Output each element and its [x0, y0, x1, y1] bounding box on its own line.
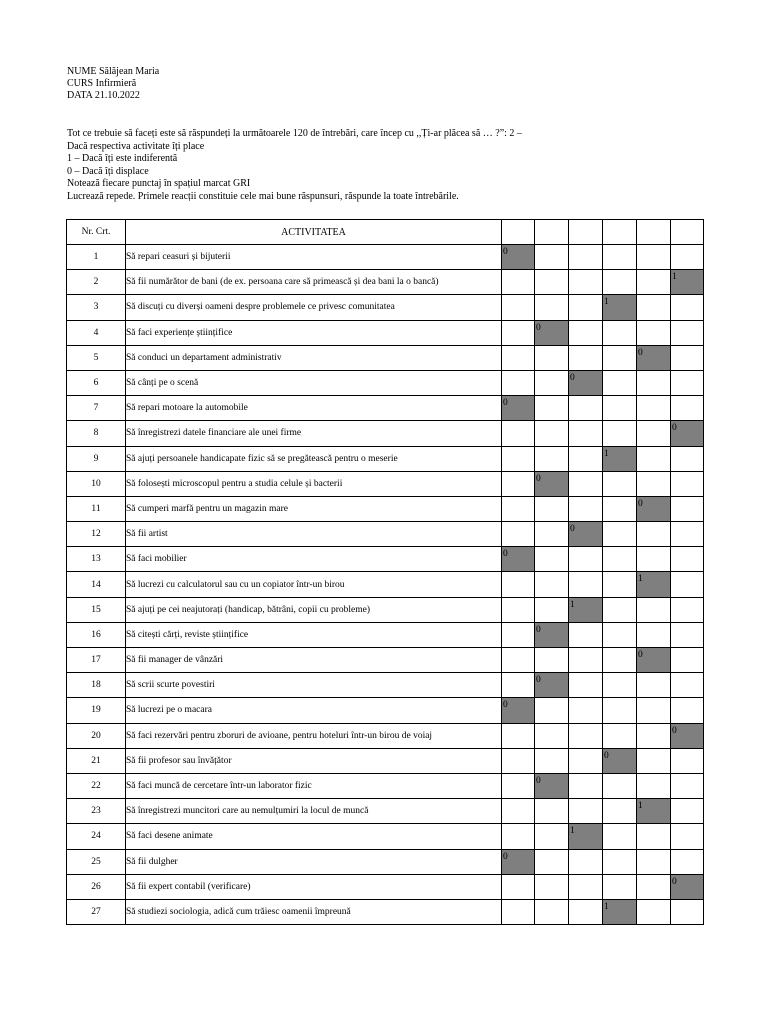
score-cell	[502, 597, 535, 622]
score-cell	[535, 748, 569, 773]
score-cell	[502, 799, 535, 824]
score-value: 0	[570, 524, 575, 535]
activity-text: Să repari motoare la automobile	[126, 396, 502, 421]
score-cell	[671, 345, 704, 370]
score-cell-grey[interactable]	[671, 270, 704, 295]
score-cell	[637, 320, 671, 345]
score-cell	[535, 648, 569, 673]
score-cell	[569, 874, 603, 899]
score-cell	[603, 522, 637, 547]
score-cell-grey[interactable]	[637, 345, 671, 370]
row-number: 7	[67, 396, 126, 421]
score-cell	[535, 874, 569, 899]
score-cell	[535, 245, 569, 270]
table-row	[67, 547, 704, 572]
score-cell	[671, 446, 704, 471]
score-cell	[569, 622, 603, 647]
score-cell-grey[interactable]	[569, 597, 603, 622]
row-number: 24	[67, 824, 126, 849]
score-cell	[535, 446, 569, 471]
score-value: 0	[503, 700, 508, 711]
instruction-line: 1 – Dacă îți este indiferentă	[67, 153, 178, 164]
score-cell-grey[interactable]	[502, 698, 535, 723]
row-number: 16	[67, 622, 126, 647]
score-cell	[637, 522, 671, 547]
score-cell	[502, 648, 535, 673]
table-row	[67, 648, 704, 673]
score-cell	[637, 245, 671, 270]
score-cell	[603, 345, 637, 370]
score-cell-grey[interactable]	[569, 522, 603, 547]
score-cell-grey[interactable]	[535, 673, 569, 698]
score-cell	[671, 547, 704, 572]
score-cell	[569, 345, 603, 370]
score-cell-grey[interactable]	[502, 547, 535, 572]
score-value: 0	[536, 322, 541, 333]
activity-text: Să studiezi sociologia, adică cum trăiesc oamenii împreună	[126, 899, 502, 924]
score-value: 0	[672, 423, 677, 434]
col-nr-header: Nr. Crt.	[67, 220, 126, 245]
score-cell	[637, 849, 671, 874]
score-cell	[535, 597, 569, 622]
score-cell	[637, 421, 671, 446]
score-cell	[502, 572, 535, 597]
score-cell-grey[interactable]	[603, 295, 637, 320]
activity-text: Să faci desene animate	[126, 824, 502, 849]
table-row	[67, 345, 704, 370]
score-cell	[603, 320, 637, 345]
score-col-header	[502, 220, 535, 245]
score-cell	[535, 370, 569, 395]
row-number: 11	[67, 496, 126, 521]
table-row	[67, 396, 704, 421]
table-row	[67, 849, 704, 874]
activity-text: Să fii expert contabil (verificare)	[126, 874, 502, 899]
score-cell	[502, 496, 535, 521]
score-value: 1	[570, 599, 575, 610]
score-value: 0	[638, 650, 643, 660]
score-cell	[637, 698, 671, 723]
score-cell	[637, 899, 671, 924]
score-cell	[603, 396, 637, 421]
row-number: 22	[67, 773, 126, 798]
score-value: 0	[638, 347, 643, 358]
row-number: 1	[67, 245, 126, 270]
score-value: 1	[638, 574, 643, 585]
row-number: 3	[67, 295, 126, 320]
score-cell	[569, 421, 603, 446]
instruction-line: Lucrează repede. Primele reacții constituie cele mai bune răspunsuri, răspunde la toate întrebările.	[67, 190, 459, 202]
score-cell	[535, 723, 569, 748]
score-value: 0	[536, 775, 541, 786]
score-cell	[502, 471, 535, 496]
score-cell	[671, 648, 704, 673]
score-cell	[671, 849, 704, 874]
score-cell	[637, 773, 671, 798]
score-value: 0	[503, 398, 508, 409]
score-value: 0	[570, 372, 575, 383]
score-value: 1	[604, 901, 609, 912]
score-cell	[535, 547, 569, 572]
score-cell-grey[interactable]	[671, 723, 704, 748]
score-cell-grey[interactable]	[603, 899, 637, 924]
score-cell	[569, 295, 603, 320]
activity-text: Să repari ceasuri și bijuterii	[126, 245, 502, 270]
score-col-header	[603, 220, 637, 245]
activity-text: Să citești cărți, reviste științifice	[126, 622, 502, 647]
score-cell	[671, 597, 704, 622]
table-row	[67, 622, 704, 647]
score-col-header	[637, 220, 671, 245]
score-cell-grey[interactable]	[569, 824, 603, 849]
table-row	[67, 597, 704, 622]
score-cell	[502, 673, 535, 698]
score-cell	[569, 799, 603, 824]
score-cell	[671, 245, 704, 270]
score-cell	[569, 496, 603, 521]
score-cell-grey[interactable]	[671, 874, 704, 899]
table-row	[67, 874, 704, 899]
row-number: 26	[67, 874, 126, 899]
score-cell	[569, 698, 603, 723]
activity-text: Să înregistrezi muncitori care au nemulțumiri la locul de muncă	[126, 799, 502, 824]
row-number: 5	[67, 345, 126, 370]
score-cell-grey[interactable]	[671, 421, 704, 446]
score-cell	[535, 496, 569, 521]
score-cell	[603, 673, 637, 698]
score-cell	[671, 572, 704, 597]
score-cell	[502, 773, 535, 798]
score-cell	[569, 245, 603, 270]
table-header-row	[67, 220, 704, 245]
table-row	[67, 245, 704, 270]
score-cell	[502, 824, 535, 849]
instruction-line: Dacă respectiva activitate îți place	[67, 140, 205, 152]
score-cell	[569, 648, 603, 673]
activity-text: Să scrii scurte povestiri	[126, 673, 502, 698]
score-cell	[637, 471, 671, 496]
score-cell	[671, 799, 704, 824]
activity-text: Să folosești microscopul pentru a studia celule și bacterii	[126, 471, 502, 496]
score-cell	[603, 270, 637, 295]
row-number: 23	[67, 799, 126, 824]
score-cell	[603, 370, 637, 395]
score-col-header	[535, 220, 569, 245]
score-cell	[502, 345, 535, 370]
score-cell	[535, 270, 569, 295]
row-number: 8	[67, 421, 126, 446]
score-cell	[671, 471, 704, 496]
score-cell	[671, 673, 704, 698]
instructions	[67, 128, 707, 203]
score-cell-grey[interactable]	[603, 446, 637, 471]
table-row	[67, 899, 704, 924]
score-cell	[603, 773, 637, 798]
activity-text: Să fii numărător de bani (de ex. persoana care să primească și dea bani la o bancă)	[126, 270, 502, 295]
score-cell-grey[interactable]	[637, 799, 671, 824]
score-cell	[535, 522, 569, 547]
score-cell	[502, 622, 535, 647]
score-value: 0	[536, 675, 541, 686]
activity-text: Să lucrezi pe o macara	[126, 698, 502, 723]
score-cell	[569, 572, 603, 597]
table-row	[67, 270, 704, 295]
score-cell	[671, 622, 704, 647]
activity-text: Să ajuți pe cei neajutorați (handicap, bătrâni, copii cu probleme)	[126, 597, 502, 622]
score-cell-grey[interactable]	[502, 245, 535, 270]
row-number: 15	[67, 597, 126, 622]
score-value: 1	[672, 272, 677, 283]
score-cell	[569, 748, 603, 773]
score-cell	[502, 874, 535, 899]
score-value: 0	[503, 549, 508, 560]
score-cell	[535, 345, 569, 370]
row-number: 17	[67, 648, 126, 673]
row-number: 25	[67, 849, 126, 874]
score-cell	[671, 295, 704, 320]
score-value: 0	[638, 498, 643, 509]
score-value: 0	[536, 624, 541, 635]
score-cell	[569, 899, 603, 924]
score-cell	[502, 370, 535, 395]
score-cell	[603, 849, 637, 874]
score-cell	[637, 824, 671, 849]
row-number: 9	[67, 446, 126, 471]
score-col-header	[569, 220, 603, 245]
course-line: CURS Infirmieră	[67, 78, 137, 89]
table-row	[67, 572, 704, 597]
score-cell	[569, 396, 603, 421]
activity-text: Să faci rezervări pentru zboruri de avioane, pentru hoteluri într-un birou de voiaj	[126, 723, 502, 748]
score-value: 1	[638, 801, 643, 812]
score-cell	[671, 748, 704, 773]
score-value: 0	[672, 876, 677, 887]
table-row	[67, 824, 704, 849]
score-cell-grey[interactable]	[502, 849, 535, 874]
instruction-line: 0 – Dacă îți displace	[67, 165, 149, 177]
score-cell	[637, 295, 671, 320]
score-cell	[569, 320, 603, 345]
score-cell	[603, 572, 637, 597]
activity-text: Să înregistrezi datele financiare ale unei firme	[126, 421, 502, 446]
score-cell	[603, 245, 637, 270]
score-cell	[535, 899, 569, 924]
score-cell-grey[interactable]	[569, 370, 603, 395]
score-cell	[603, 799, 637, 824]
instruction-line: Notează fiecare punctaj în spațiul marcat GRI	[67, 178, 251, 189]
score-cell	[671, 698, 704, 723]
table-row	[67, 799, 704, 824]
score-cell	[502, 270, 535, 295]
table-row	[67, 522, 704, 547]
activity-text: Să fii artist	[126, 522, 502, 547]
row-number: 4	[67, 320, 126, 345]
score-cell	[502, 748, 535, 773]
activity-text: Să faci experiențe științifice	[126, 320, 502, 345]
score-value: 1	[604, 448, 609, 459]
score-cell	[637, 547, 671, 572]
score-cell-grey[interactable]	[535, 622, 569, 647]
score-cell-grey[interactable]	[637, 572, 671, 597]
score-cell	[603, 874, 637, 899]
score-cell	[535, 849, 569, 874]
score-cell	[637, 673, 671, 698]
table-row	[67, 673, 704, 698]
row-number: 20	[67, 723, 126, 748]
score-cell	[671, 824, 704, 849]
score-cell	[569, 471, 603, 496]
score-cell-grey[interactable]	[637, 496, 671, 521]
score-cell	[603, 547, 637, 572]
score-value: 1	[604, 297, 609, 308]
score-cell	[637, 370, 671, 395]
score-cell-grey[interactable]	[535, 773, 569, 798]
score-cell	[603, 698, 637, 723]
score-cell	[637, 723, 671, 748]
row-number: 21	[67, 748, 126, 773]
table-row	[67, 295, 704, 320]
table-row	[67, 370, 704, 395]
score-value: 0	[536, 473, 541, 484]
score-cell	[637, 396, 671, 421]
row-number: 18	[67, 673, 126, 698]
score-col-header	[671, 220, 704, 245]
activity-text: Să conduci un departament administrativ	[126, 345, 502, 370]
table-row	[67, 421, 704, 446]
document-header	[67, 66, 159, 102]
score-cell-grey[interactable]	[535, 471, 569, 496]
score-cell	[502, 320, 535, 345]
score-cell	[671, 370, 704, 395]
score-cell	[502, 421, 535, 446]
score-cell	[671, 396, 704, 421]
score-cell	[671, 496, 704, 521]
score-cell	[603, 622, 637, 647]
score-cell	[637, 446, 671, 471]
score-cell	[535, 824, 569, 849]
score-cell	[569, 446, 603, 471]
table-row	[67, 446, 704, 471]
score-cell	[637, 874, 671, 899]
table-row	[67, 320, 704, 345]
score-cell	[535, 396, 569, 421]
score-cell	[502, 446, 535, 471]
score-cell	[535, 799, 569, 824]
table-row	[67, 748, 704, 773]
score-cell	[671, 522, 704, 547]
score-cell	[671, 773, 704, 798]
score-cell	[569, 270, 603, 295]
activity-text: Să fii manager de vânzări	[126, 648, 502, 673]
row-number: 12	[67, 522, 126, 547]
row-number: 14	[67, 572, 126, 597]
score-cell	[569, 723, 603, 748]
score-cell-grey[interactable]	[637, 648, 671, 673]
score-cell	[603, 496, 637, 521]
questionnaire-table	[66, 219, 704, 925]
activity-text: Să faci muncă de cercetare într-un laborator fizic	[126, 773, 502, 798]
table-row	[67, 723, 704, 748]
score-value: 0	[604, 750, 609, 761]
score-cell	[637, 622, 671, 647]
table-row	[67, 471, 704, 496]
score-cell	[603, 648, 637, 673]
table-row	[67, 773, 704, 798]
score-cell	[502, 899, 535, 924]
table-row	[67, 496, 704, 521]
score-cell	[671, 899, 704, 924]
activity-text: Să discuți cu diverși oameni despre problemele ce privesc comunitatea	[126, 295, 502, 320]
table-body	[67, 245, 704, 925]
score-cell	[569, 773, 603, 798]
row-number: 10	[67, 471, 126, 496]
score-cell	[535, 698, 569, 723]
score-value: 1	[570, 826, 575, 837]
score-cell	[535, 421, 569, 446]
row-number: 6	[67, 370, 126, 395]
score-value: 0	[503, 851, 508, 862]
score-cell	[569, 673, 603, 698]
score-cell	[603, 421, 637, 446]
score-cell	[502, 522, 535, 547]
score-cell	[637, 597, 671, 622]
row-number: 13	[67, 547, 126, 572]
score-cell	[603, 723, 637, 748]
col-activity-header: ACTIVITATEA	[126, 220, 502, 245]
score-cell	[569, 849, 603, 874]
row-number: 27	[67, 899, 126, 924]
score-cell-grey[interactable]	[502, 396, 535, 421]
activity-text: Să lucrezi cu calculatorul sau cu un copiator într-un birou	[126, 572, 502, 597]
score-cell	[502, 295, 535, 320]
activity-text: Să ajuți persoanele handicapate fizic să se pregătească pentru o meserie	[126, 446, 502, 471]
score-value: 0	[672, 725, 677, 736]
instruction-line: Tot ce trebuie să faceți este să răspundeți la următoarele 120 de întrebări, care încep cu ,,Ți-ar plăcea să … ?”: 2 –	[67, 128, 522, 139]
score-value: 0	[503, 247, 508, 257]
score-cell-grey[interactable]	[603, 748, 637, 773]
score-cell	[535, 572, 569, 597]
score-cell	[535, 295, 569, 320]
score-cell	[603, 597, 637, 622]
activity-text: Să faci mobilier	[126, 547, 502, 572]
score-cell	[603, 471, 637, 496]
score-cell	[637, 748, 671, 773]
score-cell	[603, 824, 637, 849]
score-cell	[502, 723, 535, 748]
activity-text: Să cânți pe o scenă	[126, 370, 502, 395]
table-row	[67, 698, 704, 723]
activity-text: Să fii dulgher	[126, 849, 502, 874]
score-cell	[671, 320, 704, 345]
score-cell	[569, 547, 603, 572]
row-number: 19	[67, 698, 126, 723]
date-line: DATA 21.10.2022	[67, 90, 140, 101]
name-line: NUME Sălăjean Maria	[67, 66, 160, 77]
score-cell	[637, 270, 671, 295]
row-number: 2	[67, 270, 126, 295]
activity-text: Să cumperi marfă pentru un magazin mare	[126, 496, 502, 521]
activity-text: Să fii profesor sau învățător	[126, 748, 502, 773]
score-cell-grey[interactable]	[535, 320, 569, 345]
